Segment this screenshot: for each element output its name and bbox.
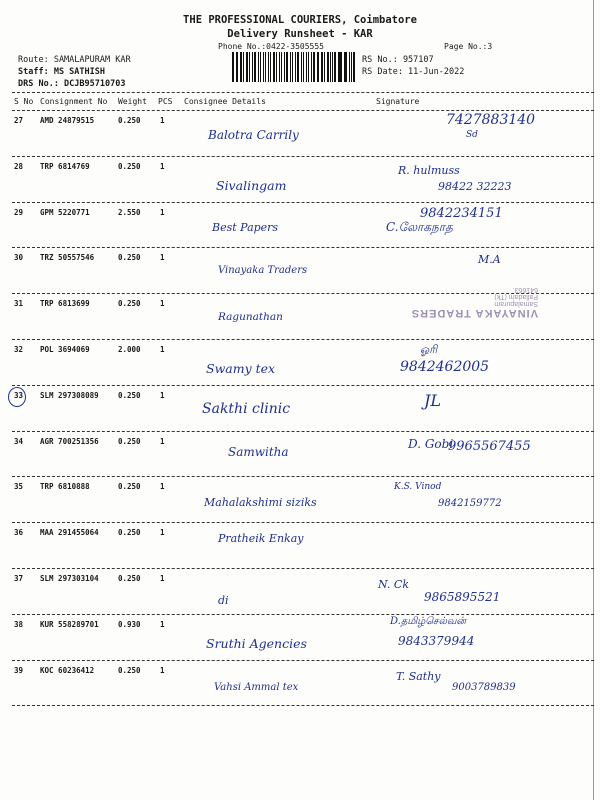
barcode-bar: [236, 52, 237, 82]
row-signature: 7427883140: [446, 112, 536, 128]
row-consignment: KUR 558289701: [40, 619, 99, 629]
row-pcs: 1: [160, 345, 165, 354]
barcode-bar: [344, 52, 345, 82]
row-divider: [12, 660, 594, 661]
barcode-bar: [232, 52, 234, 82]
row-divider: [12, 339, 594, 340]
phone-number: Phone No.:0422-3505555: [218, 42, 324, 51]
rs-info: [362, 54, 464, 78]
row-pcs: 1: [160, 528, 165, 538]
rs-number: RS No.: 957107: [362, 55, 434, 65]
barcode-bar: [308, 52, 309, 82]
rs-date: RS Date: 11-Jun-2022: [362, 67, 465, 77]
barcode-bar: [353, 52, 355, 82]
row-signature-extra: 9003789839: [452, 681, 516, 693]
row-weight: 0.250: [118, 299, 141, 309]
row-signature: M.A: [478, 253, 501, 267]
table-row: [0, 616, 600, 657]
barcode-bar: [327, 52, 329, 82]
barcode-bar: [281, 52, 283, 82]
barcode-bar: [330, 52, 331, 82]
barcode-bar: [249, 52, 251, 82]
row-signature-extra: 9842159772: [438, 498, 502, 510]
row-divider: [12, 156, 594, 157]
row-consignment: POL 3694069: [40, 345, 90, 354]
table-row: [0, 112, 600, 153]
table-row: [0, 204, 600, 245]
barcode-bar: [334, 52, 336, 82]
row-33-circle-mark: [8, 387, 26, 407]
row-signature-extra: 98422 32223: [438, 179, 512, 193]
col-consignment: Consignment No: [40, 97, 108, 106]
row-weight: 0.250: [118, 253, 141, 263]
barcode-bar: [338, 52, 339, 82]
page-number: Page No.:3: [444, 42, 493, 51]
row-signature: R. hulmuss: [398, 163, 460, 177]
route: Route: SAMALAPURAM KAR: [18, 55, 131, 65]
row-sno: 37: [14, 574, 24, 583]
row-divider: [12, 202, 594, 203]
barcode-bar: [290, 52, 292, 82]
stamp-line2: Samalapuram: [494, 300, 538, 307]
col-consignee: Consignee Details: [184, 97, 266, 106]
row-consignee: Ragunathan: [218, 311, 283, 324]
barcode-bar: [349, 52, 350, 82]
route-info: [18, 54, 131, 90]
row-pcs: 1: [160, 574, 165, 583]
row-divider: [12, 431, 594, 432]
staff: Staff: MS SATHISH: [18, 67, 105, 77]
row-signature: D.தமிழ்செல்வன்: [390, 615, 467, 627]
row-sno: 31: [14, 299, 24, 309]
row-consignee: Sakthi clinic: [202, 400, 291, 417]
row-sno: 39: [14, 665, 24, 675]
stamp-line4: 641663.: [512, 286, 538, 293]
barcode-bar: [240, 52, 242, 82]
barcode-bar: [313, 52, 315, 82]
barcode-bar: [246, 52, 248, 82]
row-pcs: 1: [160, 665, 165, 675]
row-sno: 35: [14, 482, 24, 492]
barcode-bar: [258, 52, 259, 82]
row-sno: 34: [14, 436, 24, 446]
row-sno: 38: [14, 619, 24, 629]
row-weight: 2.550: [118, 207, 141, 217]
barcode-bar: [270, 52, 272, 82]
barcode-bar: [243, 52, 244, 82]
row-weight: 0.250: [118, 116, 141, 125]
row-weight: 2.000: [118, 345, 141, 354]
barcode-bar: [318, 52, 319, 82]
row-weight: 0.250: [118, 482, 141, 492]
row-divider: [12, 385, 594, 386]
row-sno: 30: [14, 253, 24, 263]
row-consignment: AGR 700251356: [40, 436, 99, 446]
barcode-bar: [284, 52, 285, 82]
row-consignment: TRP 6810888: [40, 482, 90, 492]
barcode-bar: [265, 52, 266, 82]
row-sno: 29: [14, 207, 24, 217]
barcode-bar: [321, 52, 323, 82]
stamp-name: VINAYAKA TRADERS: [410, 307, 538, 319]
row-consignee: Samwitha: [228, 444, 289, 459]
row-pcs: 1: [160, 482, 165, 492]
barcode-bar: [324, 52, 325, 82]
row-weight: 0.250: [118, 574, 141, 583]
col-pcs: PCS: [158, 97, 173, 106]
row-signature-extra: 9865895521: [424, 590, 501, 604]
row-pcs: 1: [160, 619, 165, 629]
row-signature-extra: Sd: [466, 130, 478, 140]
row-consignment: AMD 24879515: [40, 116, 95, 125]
row-weight: 0.250: [118, 665, 141, 675]
barcode-bar: [301, 52, 302, 82]
row-signature: 9842234151: [420, 205, 503, 221]
barcode-bar: [297, 52, 299, 82]
barcode-bar: [276, 52, 277, 82]
stamp-line3: Palladam (Tk): [494, 293, 538, 300]
row-pcs: 1: [160, 207, 165, 217]
row-divider: [12, 568, 594, 569]
row-pcs: 1: [160, 299, 165, 309]
barcode-bar: [260, 52, 261, 82]
row-signature: K.S. Vinod: [394, 482, 442, 493]
col-sno: S No: [14, 97, 34, 106]
barcode-bar: [306, 52, 307, 82]
row-signature-extra: 9965567455: [448, 438, 531, 454]
row-consignment: TRZ 50557546: [40, 253, 95, 263]
row-consignee: Pratheik Enkay: [218, 532, 304, 546]
row-pcs: 1: [160, 116, 165, 125]
table-row: [0, 662, 600, 703]
row-consignment: MAA 291455064: [40, 528, 99, 538]
row-weight: 0.930: [118, 619, 141, 629]
row-consignment: SLM 297303104: [40, 574, 99, 583]
row-consignee: Swamy tex: [206, 361, 276, 376]
barcode-bar: [351, 52, 352, 82]
row-divider: [12, 614, 594, 615]
runsheet-subtitle: Delivery Runsheet - KAR: [227, 28, 373, 40]
table-row: [0, 387, 600, 428]
table-row: [0, 158, 600, 199]
barcode-bar: [252, 52, 253, 82]
row-signature: N. Ck: [378, 578, 409, 591]
row-divider: [12, 247, 594, 248]
barcode-bar: [279, 52, 280, 82]
row-weight: 0.250: [118, 528, 141, 538]
row-weight: 0.250: [118, 390, 141, 400]
table-row: [0, 433, 600, 474]
barcode-bar: [339, 52, 341, 82]
row-consignment: SLM 297308089: [40, 390, 99, 400]
row-consignment: GPM 5220771: [40, 207, 90, 217]
row-divider: [12, 476, 594, 477]
row-divider: [12, 705, 594, 706]
col-weight: Weight: [118, 97, 147, 106]
table-row: [0, 341, 600, 382]
row-signature: T. Sathy: [396, 669, 441, 683]
row-consignee: Vinayaka Traders: [218, 265, 308, 277]
barcode-bar: [286, 52, 288, 82]
row-pcs: 1: [160, 390, 165, 400]
col-signature: Signature: [376, 97, 420, 106]
row-sno: 33: [14, 390, 24, 400]
header-divider-top: [12, 92, 594, 93]
row-sno: 28: [14, 161, 24, 171]
row-signature: D. Gobi: [408, 436, 454, 451]
barcode-bar: [254, 52, 256, 82]
row-consignee: di: [218, 594, 229, 607]
barcode-bar: [332, 52, 333, 82]
table-row: [0, 570, 600, 611]
barcode-bar: [263, 52, 265, 82]
drs-number: DRS No.: DCJB95710703: [18, 79, 126, 89]
barcode-bar: [295, 52, 296, 82]
barcode-bar: [268, 52, 269, 82]
barcode-bar: [237, 52, 238, 82]
row-pcs: 1: [160, 161, 165, 171]
row-consignee: Sivalingam: [216, 177, 287, 193]
row-signature-extra: C.லோகநாத: [386, 219, 453, 234]
barcode-bar: [292, 52, 293, 82]
row-signature-extra: 9842462005: [400, 359, 490, 375]
barcode-bar: [311, 52, 313, 82]
row-signature: ஓரி: [420, 343, 438, 356]
barcode-bar: [273, 52, 275, 82]
barcode-bar: [345, 52, 347, 82]
barcode: [232, 52, 356, 82]
row-sno: 27: [14, 116, 24, 125]
barcode-bar: [303, 52, 305, 82]
table-row: [0, 524, 600, 565]
row-sno: 36: [14, 528, 24, 538]
row-weight: 0.250: [118, 161, 141, 171]
table-row: [0, 478, 600, 519]
row-signature: JL: [424, 390, 442, 410]
row-consignment: KOC 60236412: [40, 665, 95, 675]
row-consignment: TRP 6813699: [40, 299, 90, 309]
row-pcs: 1: [160, 253, 165, 263]
row-divider: [12, 522, 594, 523]
row-consignee: Best Papers: [212, 220, 279, 234]
barcode-bar: [317, 52, 318, 82]
header-divider-bottom: [12, 110, 594, 111]
row-consignee: Balotra Carrily: [208, 128, 299, 142]
row-consignee: Vahsi Ammal tex: [214, 681, 299, 693]
row-consignee: Sruthi Agencies: [206, 635, 307, 651]
traders-stamp: [378, 259, 538, 319]
row-consignee: Mahalakshimi siziks: [204, 496, 317, 510]
row-weight: 0.250: [118, 436, 141, 446]
row-signature-extra: 9843379944: [398, 633, 475, 648]
row-pcs: 1: [160, 436, 165, 446]
row-consignment: TRP 6814769: [40, 161, 90, 171]
row-sno: 32: [14, 345, 24, 354]
company-title: THE PROFESSIONAL COURIERS, Coimbatore: [183, 14, 417, 26]
